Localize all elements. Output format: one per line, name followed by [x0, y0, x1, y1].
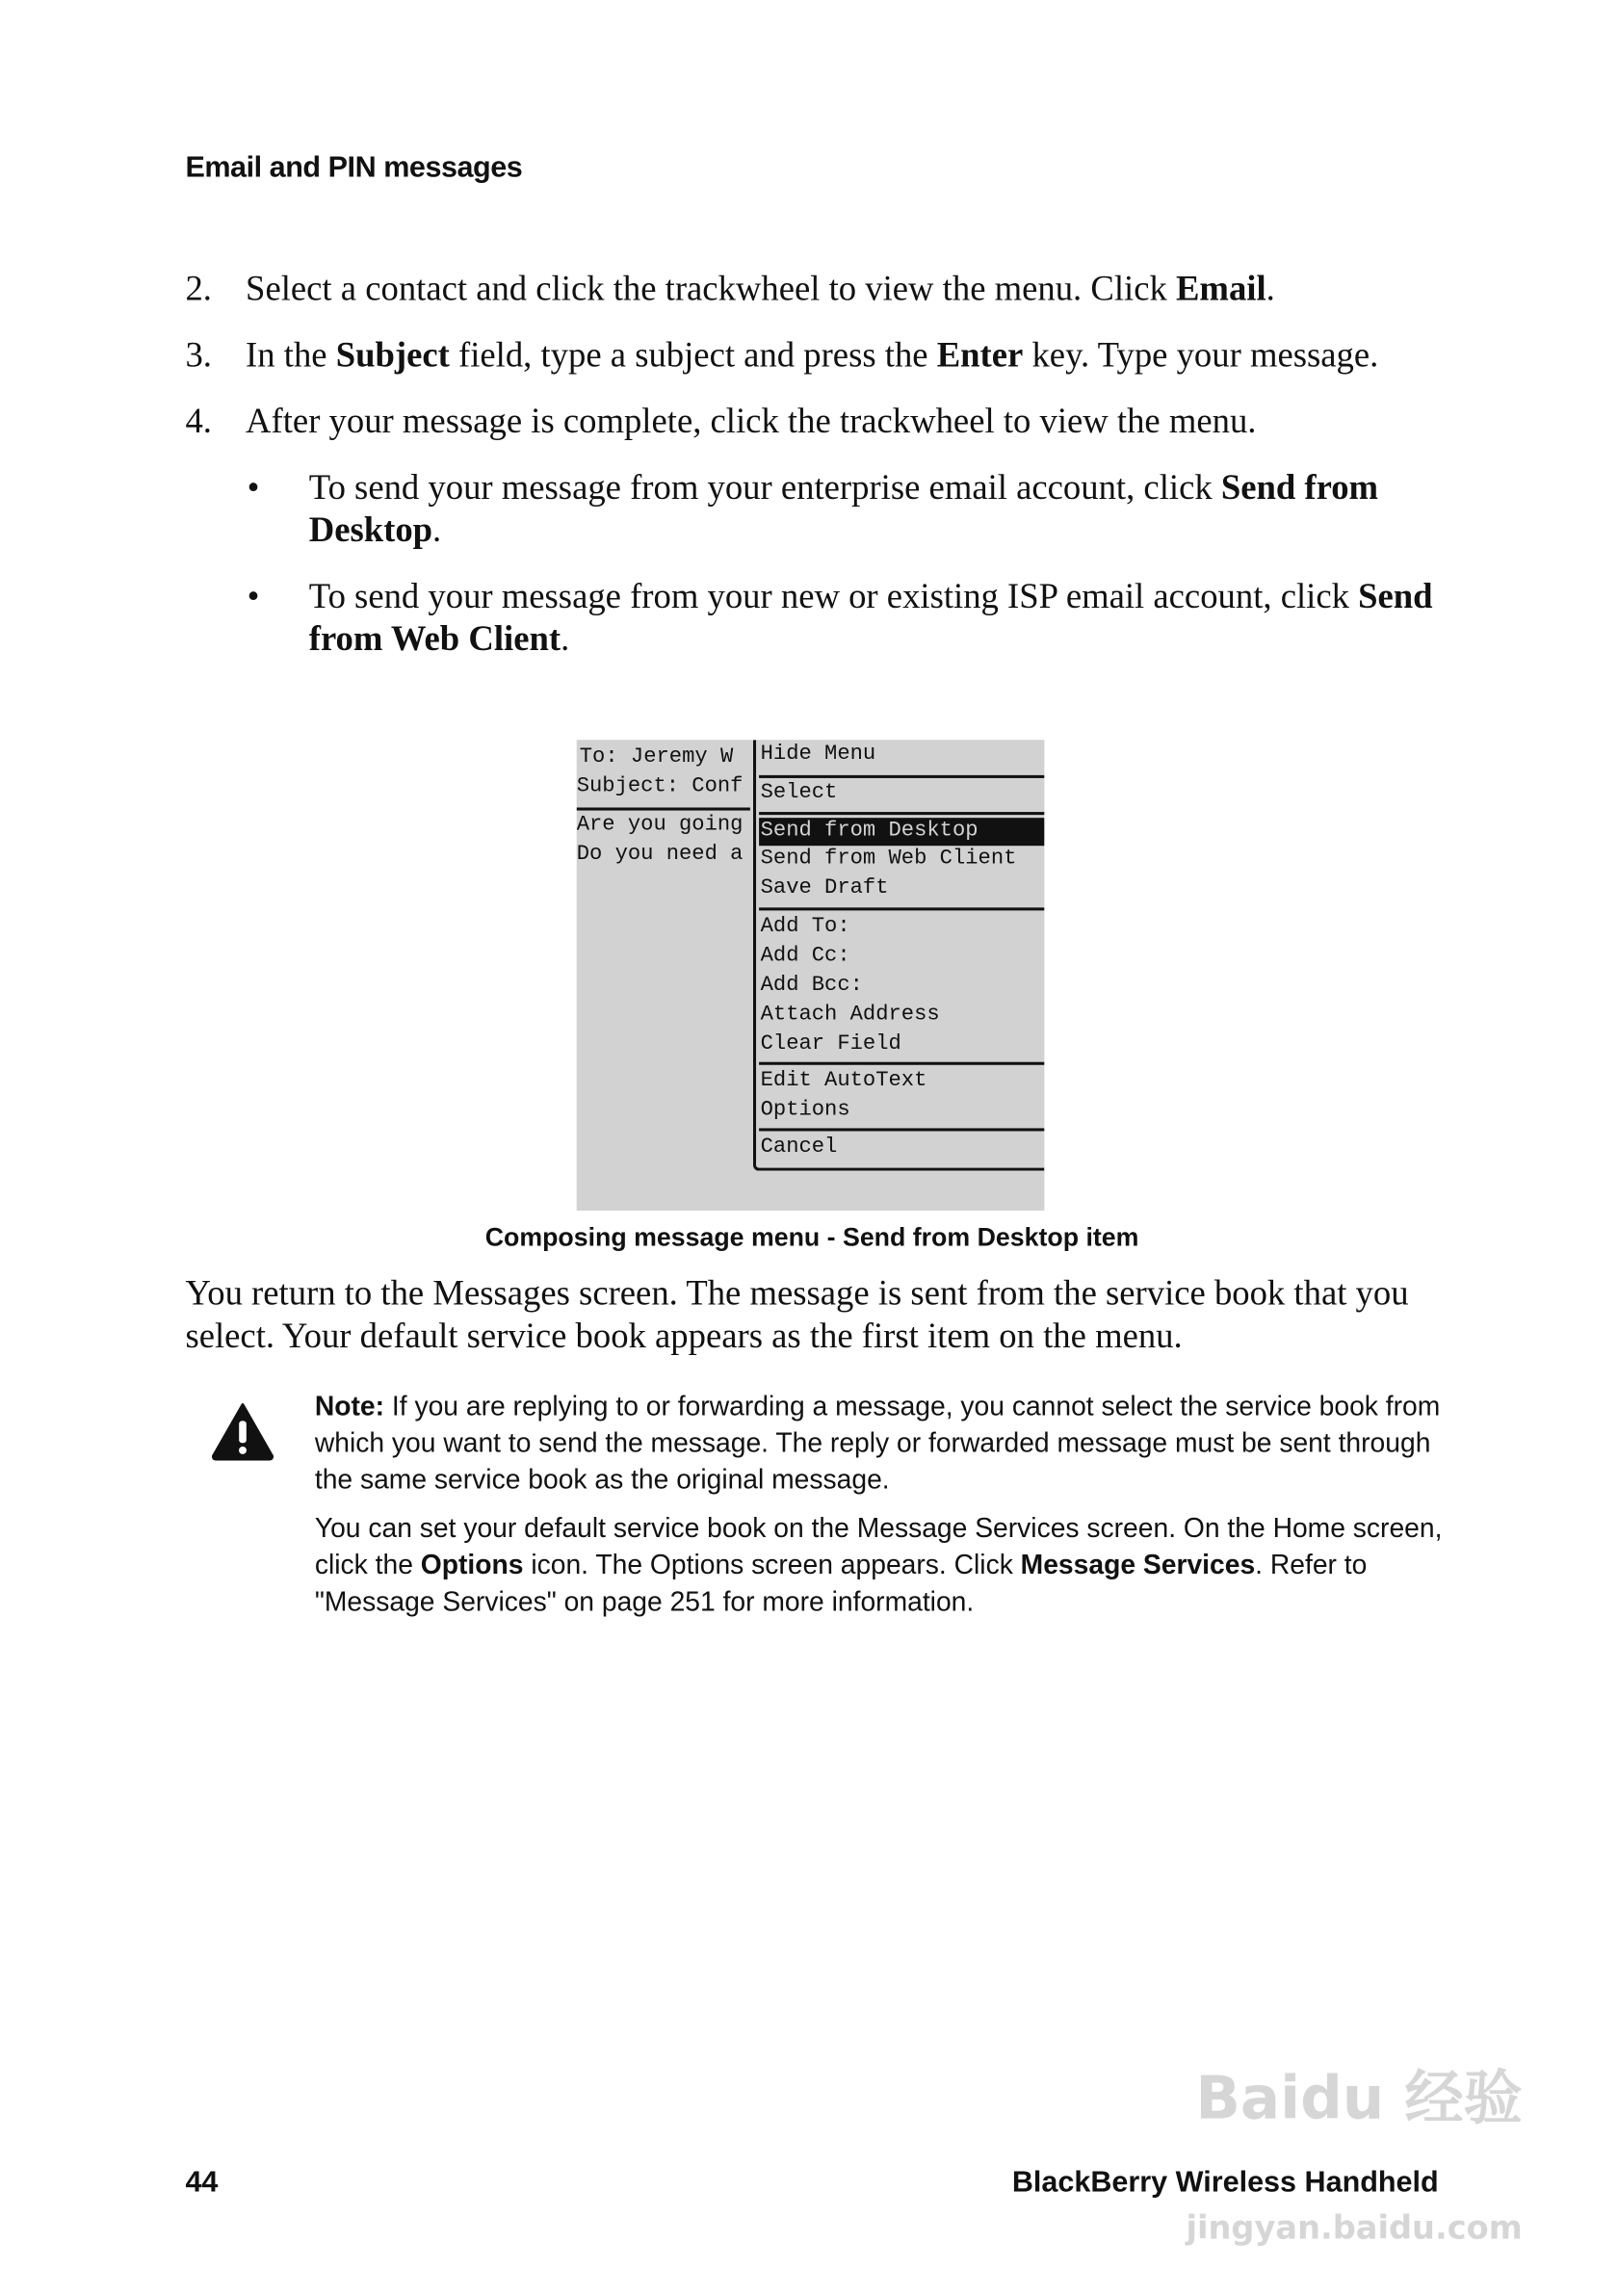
bold-term: Options [420, 1549, 524, 1580]
note-body: You can set your default service book on the Message Services screen. On the Home screen, click the [314, 1512, 1443, 1580]
body-line: Are you going [576, 813, 744, 838]
step-text: In the [246, 336, 336, 376]
menu-item-edit-autotext[interactable]: Edit AutoText [760, 1069, 927, 1093]
step-number: 3. [185, 336, 212, 376]
menu-item-add-to[interactable]: Add To: [760, 914, 850, 939]
note-text [315, 1387, 1448, 1498]
subject-field: Subject: Conf [576, 774, 744, 799]
bold-term: Send from Web Client [308, 578, 1433, 660]
menu-separator [759, 812, 1044, 815]
bold-term: Send from Desktop [308, 469, 1379, 551]
menu-item-add-bcc[interactable]: Add Bcc: [760, 974, 863, 998]
step-text: Select a contact and click the trackwheel to view the menu. Click [246, 271, 1176, 309]
context-menu [753, 740, 1044, 1170]
bold-term: Email [1175, 271, 1266, 309]
step-text: . [1266, 271, 1275, 309]
bullet-icon: • [247, 578, 260, 616]
note-block [315, 1387, 1448, 1631]
menu-separator [759, 1062, 1044, 1065]
menu-item-send-from-web-client[interactable]: Send from Web Client [760, 847, 1017, 872]
menu-item-send-from-desktop[interactable]: Send from Desktop [759, 818, 1044, 846]
menu-item-add-cc[interactable]: Add Cc: [760, 944, 850, 968]
body-line: Do you need a [576, 843, 744, 867]
bullet-item [248, 468, 1436, 554]
steps-list [185, 269, 1435, 685]
menu-separator [759, 775, 1044, 778]
bullet-text: . [432, 511, 442, 551]
step-2 [185, 269, 1435, 311]
bullet-text: To send your message from your enterprise email account, click [308, 469, 1221, 508]
bullet-item [248, 577, 1436, 663]
step-text: After your message is complete, click the trackwheel to view the menu. [246, 403, 1257, 442]
bullet-text: To send your message from your new or existing ISP email account, click [308, 578, 1359, 616]
menu-separator [759, 1128, 1044, 1131]
menu-item-select[interactable]: Select [760, 780, 838, 805]
warning-icon [210, 1402, 274, 1461]
figure-caption: Composing message menu - Send from Desktop item [484, 1222, 1139, 1252]
note-body: . Refer to "Message Services" on page 251 for more information. [314, 1549, 1368, 1617]
step-text: field, type a subject and press the [449, 336, 937, 376]
menu-item-attach-address[interactable]: Attach Address [760, 1003, 940, 1028]
section-heading: Email and PIN messages [185, 151, 523, 184]
bullet-text: . [561, 620, 570, 660]
step-3 [185, 335, 1435, 378]
menu-item-cancel[interactable]: Cancel [760, 1135, 838, 1160]
step-number: 2. [185, 271, 212, 309]
bullet-icon: • [247, 469, 260, 508]
bold-term: Enter [936, 336, 1024, 376]
menu-item-clear-field[interactable]: Clear Field [760, 1032, 901, 1057]
step-number: 4. [185, 403, 212, 442]
note-text-2 [315, 1509, 1448, 1620]
step-4 [185, 402, 1435, 444]
bold-term: Subject [335, 336, 450, 376]
menu-item-save-draft[interactable]: Save Draft [760, 876, 889, 900]
watermark-brand: Baidu 经验 [1195, 2065, 1523, 2133]
header-divider [577, 807, 750, 810]
bold-term: Message Services [1020, 1549, 1256, 1580]
page-number: 44 [185, 2166, 219, 2200]
step-text: key. Type your message. [1023, 336, 1379, 376]
menu-item-hide-menu[interactable]: Hide Menu [760, 743, 876, 767]
footer-title: BlackBerry Wireless Handheld [1011, 2166, 1439, 2200]
menu-separator [759, 907, 1044, 910]
to-field: To: Jeremy W [579, 745, 734, 770]
note-body: If you are replying to or forwarding a message, you cannot select the service book from which you want to send the message. The reply or forwarded message must be sent through the same service book as the original message. [314, 1390, 1441, 1495]
note-body: icon. The Options screen appears. Click [523, 1549, 1021, 1580]
device-screenshot [577, 740, 1045, 1211]
body-paragraph: You return to the Messages screen. The message is sent from the service book that you select. Your default service book appears as the first item on the menu. [185, 1275, 1409, 1356]
menu-item-options[interactable]: Options [760, 1098, 850, 1123]
note-label: Note: [314, 1390, 385, 1422]
watermark-url: jingyan.baidu.com [1186, 2210, 1523, 2248]
